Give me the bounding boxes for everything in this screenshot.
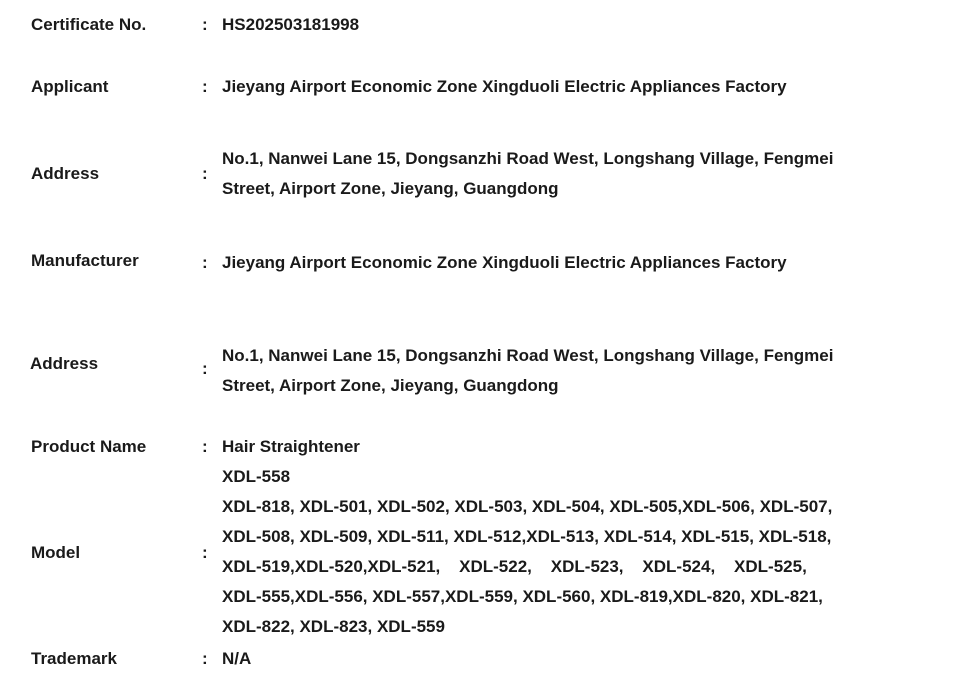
model-line: XDL-818, XDL-501, XDL-502, XDL-503, XDL-504, XDL-505,XDL-506, XDL-507, (222, 497, 833, 516)
product-name-colon: : (202, 437, 208, 456)
product-name-value: Hair Straightener (222, 437, 360, 456)
manufacturer-value: Jieyang Airport Economic Zone Xingduoli Electric Appliances Factory (222, 253, 787, 272)
applicant-value: Jieyang Airport Economic Zone Xingduoli Electric Appliances Factory (222, 77, 787, 96)
manufacturer-address-line-1-text: No.1, Nanwei Lane 15, Dongsanzhi Road West, Longshang Village, Fengmei (222, 346, 834, 365)
trademark-label: Trademark (31, 649, 117, 668)
model-line: XDL-519,XDL-520,XDL-521, XDL-522, XDL-523, XDL-524, XDL-525, (222, 557, 807, 576)
applicant-address-line-2: Street, Airport Zone, Jieyang, Guangdong (222, 179, 559, 198)
model-line: XDL-508, XDL-509, XDL-511, XDL-512,XDL-513, XDL-514, XDL-515, XDL-518, (222, 527, 832, 546)
manufacturer-label: Manufacturer (31, 251, 139, 270)
model-label: Model (31, 543, 81, 562)
product-name-label: Product Name (31, 437, 147, 456)
applicant-address-line-1 (222, 144, 901, 174)
trademark-colon: : (202, 649, 208, 668)
certificate-no-value: HS202503181998 (222, 15, 360, 34)
applicant-label: Applicant (31, 77, 109, 96)
manufacturer-address-line-1 (222, 341, 901, 371)
manufacturer-address-colon: : (202, 359, 208, 378)
model-list (222, 462, 901, 642)
certificate-no-colon: : (202, 15, 208, 34)
model-colon: : (202, 543, 208, 562)
certificate-no-label: Certificate No. (31, 15, 147, 34)
model-line: XDL-555,XDL-556, XDL-557,XDL-559, XDL-560, XDL-819,XDL-820, XDL-821, (222, 587, 823, 606)
manufacturer-address-value (222, 341, 901, 401)
applicant-colon: : (202, 77, 208, 96)
manufacturer-address-label: Address (30, 354, 99, 373)
applicant-address-line-1-text: No.1, Nanwei Lane 15, Dongsanzhi Road West, Longshang Village, Fengmei (222, 149, 834, 168)
applicant-address-label: Address (31, 164, 100, 183)
trademark-value: N/A (222, 649, 252, 668)
applicant-address-value (222, 144, 901, 204)
applicant-address-colon: : (202, 164, 208, 183)
manufacturer-colon: : (202, 253, 208, 272)
model-line: XDL-558 (222, 467, 291, 486)
model-line: XDL-822, XDL-823, XDL-559 (222, 617, 445, 636)
manufacturer-address-line-2: Street, Airport Zone, Jieyang, Guangdong (222, 376, 559, 395)
